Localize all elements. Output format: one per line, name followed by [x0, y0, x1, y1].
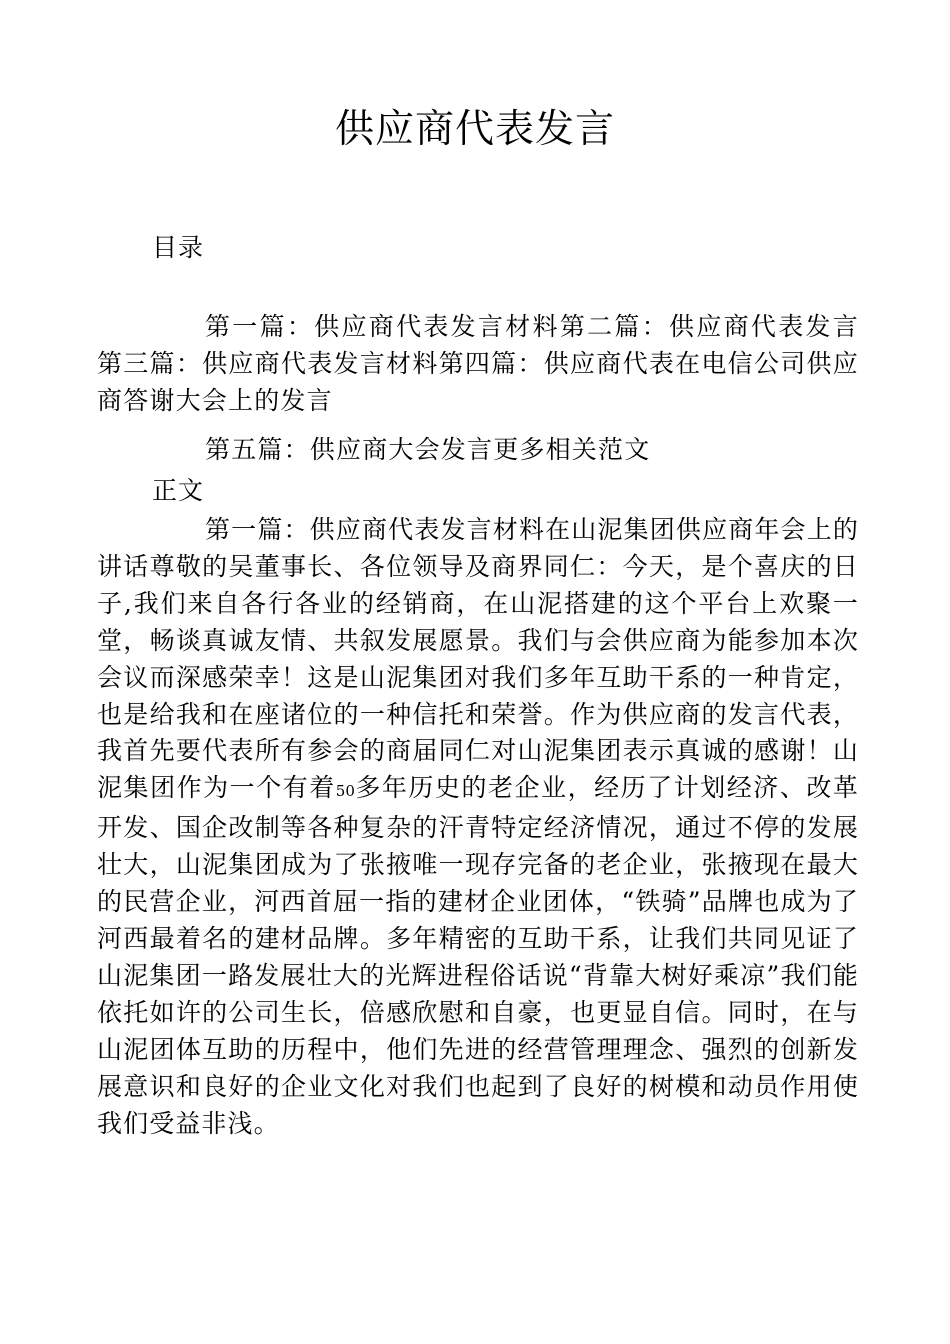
body-heading: 正文 [152, 476, 205, 505]
document-title: 供应商代表发言 [334, 107, 615, 152]
body-text-part-1: 第一篇：供应商代表发言材料在山泥集团供应商年会上的讲话尊敬的吴董事长、各位领导及商界同仁：今天，是个喜庆的日子,我们来自各行各业的经销商，在山泥搭建的这个平台上欢聚一堂，畅谈真诚友情、共叙发展愿景。我们与会供应商为能参加本次会议而深感荣幸！这是山泥集团对我们多年互助干系的一种肯定，也是给我和在座诸位的一种信托和荣誉。作为供应商的发言代表，我首先要代表所有参会的商届同仁对山泥集团表示真诚的感谢！山泥集团作为一个有着 [97, 515, 859, 803]
body-text-part-2: 多年历史的老企业，经历了计划经济、改革开发、国企改制等各种复杂的汗青特定经济情况，通过不停的发展壮大，山泥集团成为了张掖唯一现存完备的老企业，张掖现在最大的民营企业，河西首屈一指的建材企业团体，“铁骑”品牌也成为了河西最着名的建材品牌。多年精密的互助干系，让我们共同见证了山泥集团一路发展壮大的光辉进程俗话说“背靠大树好乘凉”我们能依托如许的公司生长，倍感欣慰和自豪，也更显自信。同时，在与山泥团体互助的历程中，他们先进的经营管理理念、强烈的创新发展意识和良好的企业文化对我们也起到了良好的树模和动员作用使我们受益非浅。 [97, 773, 859, 1138]
body-text-number: 50 [335, 782, 355, 801]
body-paragraph [97, 512, 859, 1142]
toc-paragraph: 第一篇：供应商代表发言材料第二篇：供应商代表发言第三篇：供应商代表发言材料第四篇：供应商代表在电信公司供应商答谢大会上的发言 [97, 312, 859, 415]
toc-heading: 目录 [152, 233, 205, 262]
toc-paragraph-more: 第五篇：供应商大会发言更多相关范文 [205, 435, 651, 464]
